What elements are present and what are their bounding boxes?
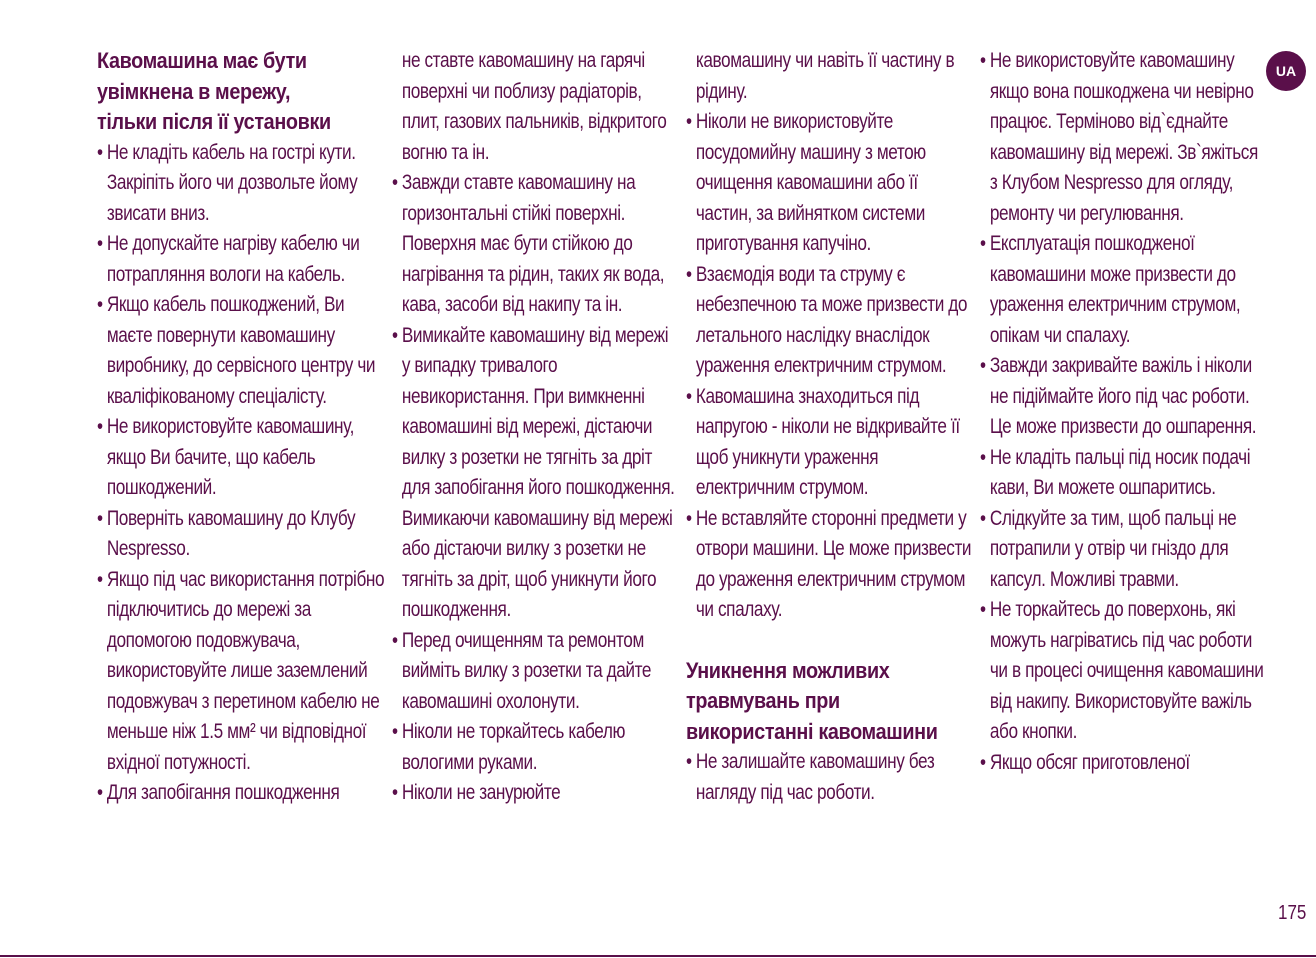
page-number: 175 — [1278, 902, 1307, 924]
column-2 — [392, 46, 677, 809]
list-item: • Якщо обсяг приготовленої — [980, 750, 1190, 774]
list-item: • Не використовуйте кавомашину якщо вона пошкоджена чи невірно працює. Терміново від`єднайте кавомашину від мережі. Зв`яжіться з Клубом Nespresso для огляду, ремонту чи регулювання. — [980, 49, 1258, 225]
column-1 — [97, 46, 385, 809]
list-item: • Не залишайте кавомашину без нагляду під час роботи. — [686, 750, 935, 804]
continued-text: не ставте кавомашину на гарячі поверхні чи поблизу радіаторів, плит, газових пальників, відкритого вогню та ін. — [401, 49, 667, 164]
continued-text: кавомашину чи навіть її частину в рідину. — [695, 49, 955, 103]
list-item: • Якщо під час використання потрібно підключитись до мережі за допомогою подовжувача, використовуйте лише заземлений подовжувач з перетином кабелю не меньше ніж 1.5 мм² чи відповідної вхідної потужності. — [97, 567, 385, 774]
list-item: • Вимикайте кавомашину від мережі у випадку тривалого невикористання. При вимкненні кавомашині від мережі, дістаючи вилку з розетки не тягніть за дріт для запобігання його пошкодження. Вимикаючи кавомашину від мережі або дістаючи вилку з розетки не тягніть за дріт, щоб уникнути його пошкодження. — [392, 323, 675, 621]
list-item: • Не використовуйте кавомашину, якщо Ви бачите, що кабель пошкоджений. — [97, 415, 355, 499]
section-heading-2: Уникнення можливих травмувань при використанні кавомашини — [686, 657, 938, 744]
list-item: • Для запобігання пошкодження — [97, 781, 340, 804]
list-item: • Не вставляйте сторонні предмети у отвори машини. Це може призвести до ураження електричним струмом чи спалаху. — [686, 506, 972, 621]
list-item: • Ніколи не використовуйте посудомийну машину з метою очищення кавомашини або її частин, за вийнятком системи приготування капучіно. — [686, 110, 926, 255]
list-item: • Не кладіть кабель на гострі кути. Закріпіть його чи дозвольте йому звисати вниз. — [97, 140, 358, 225]
list-item: • Ніколи не торкайтесь кабелю вологими руками. — [392, 720, 626, 774]
list-item: • Кавомашина знаходиться під напругою - ніколи не відкривайте її щоб уникнути ураження електричним струмом. — [686, 384, 960, 499]
list-item: • Поверніть кавомашину до Клубу Nespresso. — [97, 506, 356, 560]
list-item: • Завжди закривайте важіль і ніколи не підіймайте його під час роботи. Це може призвести до ошпарення. — [980, 354, 1257, 438]
list-item: • Експлуатація пошкодженої кавомашини може призвести до ураження електричним струмом, опікам чи спалаху. — [980, 232, 1241, 347]
list-item: • Не допускайте нагріву кабелю чи потрапляння вологи на кабель. — [97, 232, 360, 286]
list-item: • Ніколи не занурюйте — [392, 781, 561, 804]
list-item: • Слідкуйте за тим, щоб пальці не потрапили у отвір чи гніздо для капсул. Можливі травми. — [980, 506, 1237, 591]
list-item: • Якщо кабель пошкоджений, Ви маєте повернути кавомашину виробнику, до сервісного центру чи кваліфікованому спеціалісту. — [97, 293, 376, 408]
list-item: • Не торкайтесь до поверхонь, які можуть нагріватись під час роботи чи в процесі очищення кавомашини від накипу. Використовуйте важіль або кнопки. — [980, 598, 1264, 743]
bottom-rule — [0, 955, 1316, 957]
section-heading-1: Кавомашина має бути увімкнена в мережу, тільки після її установки — [97, 48, 331, 134]
column-4 — [980, 46, 1265, 778]
list-item: • Перед очищенням та ремонтом вийміть вилку з розетки та дайте кавомашині охолонути. — [392, 628, 652, 713]
language-badge: UA — [1266, 51, 1306, 91]
spacer — [686, 626, 971, 656]
list-item: • Завжди ставте кавомашину на горизонтальні стійкі поверхні. Поверхня має бути стійкою до нагрівання та рідин, таких як вода, кава, засоби від накипу та ін. — [392, 171, 665, 316]
list-item: • Не кладіть пальці під носик подачі кави, Ви можете ошпаритись. — [980, 445, 1251, 499]
column-3 — [686, 46, 971, 808]
list-item: • Взаємодія води та струму є небезпечною та може призвести до летального наслідку внаслідок ураження електричним струмом. — [686, 262, 968, 377]
